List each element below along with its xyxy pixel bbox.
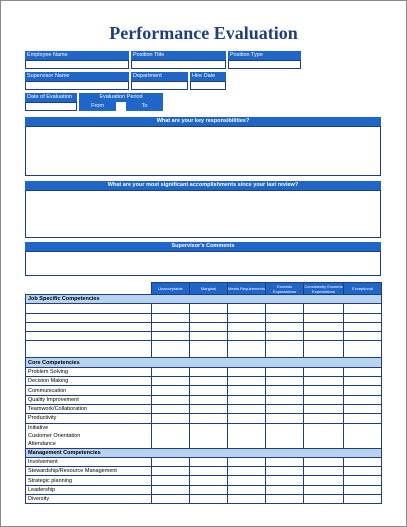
- position-title-label: Position Title: [131, 51, 226, 60]
- department-field[interactable]: [131, 81, 188, 90]
- table-row[interactable]: [26, 304, 152, 313]
- competency-row: Involvement: [26, 457, 152, 466]
- responsibilities-textbox[interactable]: [25, 126, 381, 176]
- supervisor-name-field[interactable]: [25, 81, 129, 90]
- competency-attendance: Attendance: [28, 440, 56, 447]
- competency-row: Leadership: [26, 485, 152, 494]
- hire-date-field[interactable]: [190, 81, 226, 90]
- position-title-field[interactable]: [131, 60, 226, 69]
- rating-header: Consistently Exceeds Expectations: [304, 283, 343, 294]
- competency-row: Strategic planning: [26, 476, 152, 485]
- competency-row: Decision Making: [26, 377, 152, 386]
- period-to-label: To: [126, 102, 163, 111]
- rating-header: Exceptional: [344, 283, 382, 295]
- competency-row: Diversity: [26, 495, 152, 504]
- accomplishments-textbox[interactable]: [25, 190, 381, 238]
- table-row[interactable]: [26, 313, 152, 322]
- evaluation-date-field[interactable]: [25, 102, 77, 111]
- management-section: Management Competencies: [26, 448, 382, 457]
- position-type-label: Position Type: [228, 51, 301, 60]
- competency-row: Communication: [26, 386, 152, 395]
- competency-table: [25, 282, 382, 504]
- evaluation-period-label: Evaluation Period: [79, 93, 163, 102]
- competency-row: Quality Improvement: [26, 395, 152, 404]
- table-row[interactable]: [26, 341, 152, 358]
- department-label: Department: [131, 72, 188, 81]
- rating-header: Marginal: [190, 283, 228, 295]
- competency-row: Stewardship/Resource Management: [26, 467, 152, 476]
- core-section: Core Competencies: [26, 358, 382, 367]
- period-from-label: From: [79, 102, 116, 111]
- rating-header: Exceeds Expectations: [266, 283, 304, 295]
- competency-row: Problem Solving: [26, 367, 152, 376]
- rating-header: Meets Requirements: [228, 283, 266, 295]
- supervisor-comments-textbox[interactable]: [25, 251, 381, 276]
- evaluation-date-label: Date of Evaluation: [25, 93, 77, 102]
- competency-row: Productivity: [26, 414, 152, 423]
- competency-row: Teamwork/Collaboration: [26, 404, 152, 413]
- accomplishments-header: What are your most significant accomplishments since your last review?: [25, 181, 381, 190]
- table-row[interactable]: [26, 332, 152, 341]
- form-title: Performance Evaluation: [109, 23, 298, 43]
- hire-date-label: Hire Date: [190, 72, 226, 81]
- table-row[interactable]: [26, 322, 152, 331]
- job-specific-section: Job Specific Competencies: [26, 295, 382, 304]
- competency-customer-orientation: Customer Orientation: [28, 432, 81, 439]
- responsibilities-header: What are your key responsibilities?: [25, 117, 381, 126]
- supervisor-comments-header: Supervisor's Comments: [25, 242, 381, 251]
- rating-header: Unacceptable: [152, 283, 190, 295]
- competency-initiative: Initiative: [28, 424, 49, 431]
- position-type-field[interactable]: [228, 60, 301, 69]
- competency-row-multi: [26, 423, 152, 448]
- employee-name-field[interactable]: [25, 60, 129, 69]
- employee-name-label: Employee Name: [25, 51, 129, 60]
- table-corner: [26, 283, 152, 295]
- supervisor-name-label: Supervisor Name: [25, 72, 129, 81]
